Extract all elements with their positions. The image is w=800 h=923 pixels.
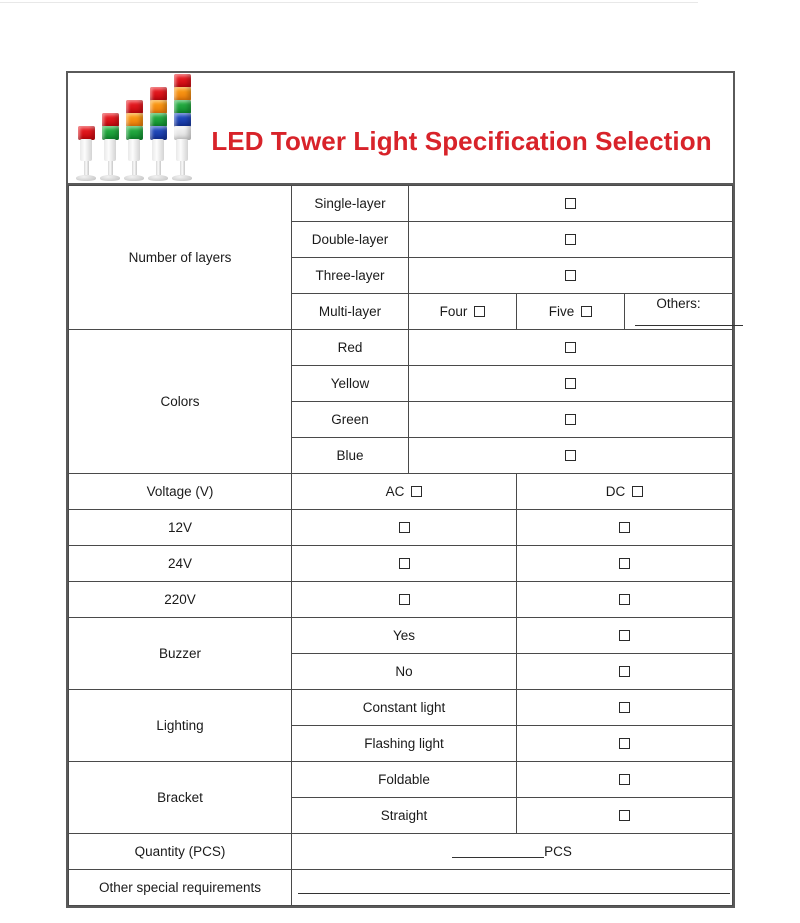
tower-body [152, 139, 164, 161]
tower-segment-red [126, 100, 143, 114]
checkbox-square-icon[interactable] [619, 738, 630, 749]
option-label-24v: 24V [69, 546, 292, 582]
option-label-multi-layer: Multi-layer [292, 294, 409, 330]
tower-segment-red [78, 126, 95, 140]
group-label-number-of-layers: Number of layers [69, 186, 292, 330]
option-label-constant-light: Constant light [292, 690, 517, 726]
checkbox-cell-foldable[interactable] [517, 762, 733, 798]
page-title: LED Tower Light Specification Selection [211, 126, 712, 156]
option-label-yellow: Yellow [292, 366, 409, 402]
other-requirements-input-line[interactable] [298, 882, 730, 894]
tower-base [100, 175, 120, 181]
tower-body [128, 139, 140, 161]
option-label-five: Five [548, 303, 575, 319]
checkbox-square-icon[interactable] [619, 666, 630, 677]
option-label-four: Four [439, 303, 468, 319]
option-label-ac: AC [385, 483, 405, 499]
tower-segment-green [174, 100, 191, 114]
tower-base [76, 175, 96, 181]
option-label-foldable: Foldable [292, 762, 517, 798]
option-label-others: Others: [656, 295, 701, 311]
checkbox-square-icon[interactable] [632, 486, 643, 497]
table-row [69, 582, 733, 618]
checkbox-square-icon[interactable] [399, 594, 410, 605]
table-row [69, 834, 733, 870]
checkbox-square-icon[interactable] [399, 558, 410, 569]
spec-sheet [66, 71, 735, 908]
quantity-unit-label: PCS [544, 843, 572, 859]
option-label-buzzer-yes: Yes [292, 618, 517, 654]
table-row [69, 870, 733, 906]
checkbox-cell-single-layer[interactable] [409, 186, 733, 222]
checkbox-square-icon[interactable] [474, 306, 485, 317]
option-label-double-layer: Double-layer [292, 222, 409, 258]
table-row [69, 618, 733, 654]
table-row [69, 474, 733, 510]
group-label-lighting: Lighting [69, 690, 292, 762]
tower-pole [132, 161, 137, 175]
checkbox-square-icon[interactable] [619, 558, 630, 569]
option-label-220v: 220V [69, 582, 292, 618]
page-top-rule [0, 2, 698, 3]
table-row [69, 762, 733, 798]
tower-segment-green [150, 113, 167, 127]
tower-segment-red [174, 74, 191, 88]
checkbox-square-icon[interactable] [565, 342, 576, 353]
led-tower-light-photo [74, 75, 196, 183]
tower-body [176, 139, 188, 161]
tower-segment-green [126, 126, 143, 140]
row-label-other-requirements: Other special requirements [69, 870, 292, 906]
checkbox-cell-12v-ac[interactable] [292, 510, 517, 546]
tower-base [172, 175, 192, 181]
specification-table [68, 185, 733, 906]
option-label-flashing-light: Flashing light [292, 726, 517, 762]
checkbox-cell-buzzer-yes[interactable] [517, 618, 733, 654]
group-label-voltage: Voltage (V) [69, 474, 292, 510]
checkbox-cell-24v-ac[interactable] [292, 546, 517, 582]
tower-light-4-layer [148, 87, 168, 181]
checkbox-cell-double-layer[interactable] [409, 222, 733, 258]
tower-segment-blue [150, 126, 167, 140]
checkbox-square-icon[interactable] [565, 234, 576, 245]
row-label-quantity: Quantity (PCS) [69, 834, 292, 870]
checkbox-cell-green[interactable] [409, 402, 733, 438]
checkbox-cell-straight[interactable] [517, 798, 733, 834]
checkbox-square-icon[interactable] [399, 522, 410, 533]
checkbox-cell-220v-ac[interactable] [292, 582, 517, 618]
option-label-green: Green [292, 402, 409, 438]
group-label-bracket: Bracket [69, 762, 292, 834]
checkbox-cell-yellow[interactable] [409, 366, 733, 402]
checkbox-square-icon[interactable] [619, 774, 630, 785]
checkbox-cell-constant-light[interactable] [517, 690, 733, 726]
option-label-single-layer: Single-layer [292, 186, 409, 222]
checkbox-square-icon[interactable] [619, 630, 630, 641]
checkbox-cell-ac[interactable] [292, 474, 517, 510]
table-row [69, 186, 733, 222]
group-label-buzzer: Buzzer [69, 618, 292, 690]
checkbox-cell-red[interactable] [409, 330, 733, 366]
option-label-buzzer-no: No [292, 654, 517, 690]
tower-segment-orange [150, 100, 167, 114]
tower-light-1-layer [76, 126, 96, 181]
checkbox-square-icon[interactable] [565, 450, 576, 461]
tower-segment-orange [174, 87, 191, 101]
tower-pole [180, 161, 185, 175]
checkbox-square-icon[interactable] [581, 306, 592, 317]
checkbox-cell-dc[interactable] [517, 474, 733, 510]
others-input-line[interactable] [635, 314, 743, 326]
table-row [69, 330, 733, 366]
tower-base [148, 175, 168, 181]
option-label-straight: Straight [292, 798, 517, 834]
checkbox-cell-three-layer[interactable] [409, 258, 733, 294]
tower-segment-red [102, 113, 119, 127]
tower-body [104, 139, 116, 161]
sheet-header [68, 73, 733, 185]
tower-segment-red [150, 87, 167, 101]
checkbox-square-icon[interactable] [565, 198, 576, 209]
tower-segment-white [174, 126, 191, 140]
checkbox-square-icon[interactable] [565, 270, 576, 281]
quantity-input-line[interactable] [452, 846, 544, 858]
checkbox-cell-12v-dc[interactable] [517, 510, 733, 546]
option-label-dc: DC [605, 483, 626, 499]
checkbox-square-icon[interactable] [619, 594, 630, 605]
option-label-red: Red [292, 330, 409, 366]
option-label-12v: 12V [69, 510, 292, 546]
tower-light-5-layer [172, 74, 192, 181]
checkbox-cell-220v-dc[interactable] [517, 582, 733, 618]
checkbox-square-icon[interactable] [411, 486, 422, 497]
fill-in-cell-others[interactable] [625, 294, 733, 330]
checkbox-square-icon[interactable] [619, 522, 630, 533]
tower-base [124, 175, 144, 181]
tower-segment-blue [174, 113, 191, 127]
tower-body [80, 139, 92, 161]
checkbox-square-icon[interactable] [565, 378, 576, 389]
checkbox-cell-flashing-light[interactable] [517, 726, 733, 762]
tower-segment-green [102, 126, 119, 140]
quantity-fill-in-cell[interactable] [292, 834, 733, 870]
tower-light-2-layer [100, 113, 120, 181]
group-label-colors: Colors [69, 330, 292, 474]
table-row [69, 546, 733, 582]
table-row [69, 510, 733, 546]
checkbox-square-icon[interactable] [619, 810, 630, 821]
tower-pole [156, 161, 161, 175]
checkbox-cell-five[interactable] [517, 294, 625, 330]
checkbox-cell-24v-dc[interactable] [517, 546, 733, 582]
other-requirements-fill-in-cell[interactable] [292, 870, 733, 906]
option-label-blue: Blue [292, 438, 409, 474]
table-row [69, 690, 733, 726]
tower-pole [108, 161, 113, 175]
tower-segment-orange [126, 113, 143, 127]
checkbox-cell-blue[interactable] [409, 438, 733, 474]
checkbox-square-icon[interactable] [565, 414, 576, 425]
tower-pole [84, 161, 89, 175]
checkbox-cell-four[interactable] [409, 294, 517, 330]
tower-light-3-layer [124, 100, 144, 181]
checkbox-cell-buzzer-no[interactable] [517, 654, 733, 690]
option-label-three-layer: Three-layer [292, 258, 409, 294]
checkbox-square-icon[interactable] [619, 702, 630, 713]
